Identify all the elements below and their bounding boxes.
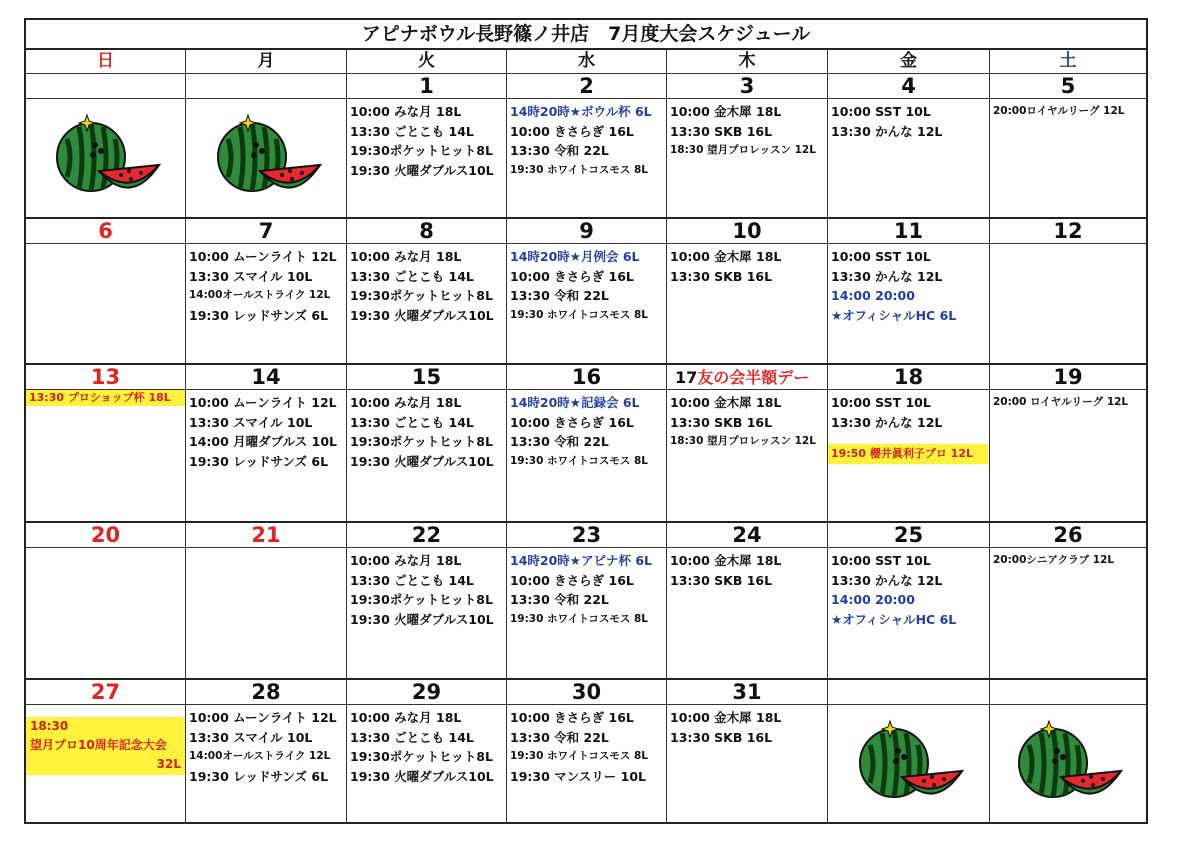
- day-number: 22: [347, 523, 507, 548]
- event-entry: 20:00 ロイヤルリーグ 12L: [993, 396, 1129, 408]
- day-number: 7: [186, 219, 347, 244]
- event-entry: 14:00 20:00: [831, 288, 915, 303]
- event-entry: 19:30 ホワイトコスモス 8L: [510, 612, 648, 625]
- event-entry: 14:00 月曜ダブルス 10L: [189, 434, 337, 449]
- calendar-title: アピナボウル長野篠ノ井店 7月度大会スケジュール: [26, 20, 1146, 50]
- day-number: 19: [990, 365, 1146, 390]
- day-cell: [828, 548, 990, 680]
- day-cell: [667, 705, 828, 824]
- day-cell: [990, 99, 1146, 219]
- event-entry: 19:30ポケットヒット8L: [350, 592, 493, 607]
- event-entry: 10:00 金木犀 18L: [670, 710, 782, 725]
- day-cell: [990, 705, 1146, 824]
- event-entry: 19:50 櫻井眞利子プロ 12L: [828, 444, 988, 464]
- day-note: 友の会半額デー: [697, 368, 810, 387]
- event-entry: ★オフィシャルHC 6L: [831, 307, 957, 323]
- event-entry: 13:30 令和 22L: [510, 592, 609, 607]
- weekday-header: 日: [26, 50, 186, 74]
- event-entry: 10:00 みな月 18L: [350, 104, 462, 119]
- special-event-line: 望月プロ10周年記念大会: [30, 738, 167, 752]
- event-entry: 13:30 かんな 12L: [831, 268, 943, 284]
- special-event-line: 18:30: [30, 719, 69, 733]
- event-entry: 13:30 ごとこも 14L: [350, 123, 474, 139]
- event-entry: 14時20時★月例会 6L: [510, 249, 640, 264]
- event-entry: 19:30 ホワイトコスモス 8L: [510, 308, 648, 321]
- event-entry: 13:30 ごとこも 14L: [350, 268, 474, 284]
- day-cell: [507, 548, 667, 680]
- day-number: 31: [667, 680, 828, 705]
- special-event: [26, 717, 185, 775]
- event-entry: 19:30 火曜ダブルス10L: [350, 768, 494, 784]
- event-entry: 13:30 令和 22L: [510, 434, 609, 449]
- event-entry: 13:30 かんな 12L: [831, 414, 943, 430]
- event-entry: 18:30 望月プロレッスン 12L: [670, 144, 816, 156]
- special-event-line: 32L: [156, 757, 181, 771]
- day-number: 16: [507, 365, 667, 390]
- event-entry: 10:00 みな月 18L: [350, 710, 462, 725]
- event-entry: 19:30ポケットヒット8L: [350, 749, 493, 764]
- day-cell: [26, 244, 186, 365]
- day-number: 2: [507, 74, 667, 99]
- event-entry: 10:00 きさらぎ 16L: [510, 572, 634, 588]
- event-entry: 19:30 ホワイトコスモス 8L: [510, 750, 648, 762]
- day-cell: [667, 99, 828, 219]
- event-entry: 19:30ポケットヒット8L: [350, 434, 493, 449]
- day-number: 18: [828, 365, 990, 390]
- day-cell: [26, 548, 186, 680]
- event-entry: 10:00 ムーンライト 12L: [189, 395, 337, 410]
- event-entry: 19:30 レッドサンズ 6L: [189, 307, 329, 323]
- weekday-header: 木: [667, 50, 828, 74]
- event-entry: 10:00 みな月 18L: [350, 395, 462, 410]
- event-entry: 10:00 みな月 18L: [350, 249, 462, 264]
- event-entry: 14時20時★アピナ杯 6L: [510, 553, 653, 568]
- event-entry: 13:30 スマイル 10L: [189, 729, 313, 745]
- day-number: 14: [186, 365, 347, 390]
- day-number: 26: [990, 523, 1146, 548]
- day-cell: [347, 390, 507, 523]
- day-cell: [347, 705, 507, 824]
- event-entry: 14:00 20:00: [831, 592, 915, 607]
- event-entry: 13:30 令和 22L: [510, 729, 609, 745]
- day-cell: [507, 99, 667, 219]
- event-entry: 10:00 金木犀 18L: [670, 249, 782, 264]
- event-entry: 13:30 SKB 16L: [670, 123, 773, 139]
- event-entry: 20:00シニアクラブ 12L: [993, 554, 1115, 566]
- weekday-header: 月: [186, 50, 347, 74]
- event-entry: 13:30 令和 22L: [510, 288, 609, 303]
- day-number: 25: [828, 523, 990, 548]
- day-number: 28: [186, 680, 347, 705]
- event-entry: 10:00 金木犀 18L: [670, 104, 782, 119]
- day-cell: [828, 390, 990, 523]
- event-entry: 13:30 SKB 16L: [670, 268, 773, 284]
- event-entry: 13:30 スマイル 10L: [189, 268, 313, 284]
- day-number: 21: [186, 523, 347, 548]
- day-number: [828, 680, 990, 705]
- day-cell: [507, 705, 667, 824]
- event-entry: 13:30 プロショップ杯 18L: [26, 390, 185, 406]
- event-entry: 13:30 ごとこも 14L: [350, 729, 474, 745]
- day-cell: [667, 548, 828, 680]
- event-entry: 10:00 金木犀 18L: [670, 395, 782, 410]
- day-number: 20: [26, 523, 186, 548]
- weekday-header: 水: [507, 50, 667, 74]
- event-entry: 13:30 令和 22L: [510, 143, 609, 158]
- watermelon-icon: [854, 713, 964, 803]
- event-entry: ★オフィシャルHC 6L: [831, 611, 957, 627]
- day-number: 13: [26, 365, 186, 390]
- day-cell: [667, 244, 828, 365]
- day-number: 3: [667, 74, 828, 99]
- day-cell: [347, 548, 507, 680]
- day-number: [186, 74, 347, 99]
- day-number: 8: [347, 219, 507, 244]
- day-cell: [828, 99, 990, 219]
- event-entry: 13:30 かんな 12L: [831, 123, 943, 139]
- day-cell: [828, 244, 990, 365]
- event-entry: 19:30 火曜ダブルス10L: [350, 453, 494, 469]
- event-entry: 18:30 望月プロレッスン 12L: [670, 435, 816, 447]
- day-cell: [990, 390, 1146, 523]
- day-number: 30: [507, 680, 667, 705]
- watermelon-icon: [1013, 713, 1123, 803]
- weekday-header: 火: [347, 50, 507, 74]
- day-number: 6: [26, 219, 186, 244]
- event-entry: 10:00 きさらぎ 16L: [510, 710, 634, 725]
- event-entry: 10:00 金木犀 18L: [670, 553, 782, 568]
- watermelon-icon: [212, 107, 322, 197]
- event-entry: 10:00 きさらぎ 16L: [510, 123, 634, 139]
- event-entry: 19:30 マンスリー 10L: [510, 768, 646, 784]
- event-entry: 10:00 SST 10L: [831, 104, 931, 119]
- day-number: 4: [828, 74, 990, 99]
- event-entry: 10:00 SST 10L: [831, 395, 931, 410]
- day-number: 23: [507, 523, 667, 548]
- day-cell: [26, 390, 186, 523]
- day-cell: [186, 548, 347, 680]
- event-entry: 14時20時★ボウル杯 6L: [510, 104, 652, 119]
- event-entry: 13:30 SKB 16L: [670, 572, 773, 588]
- day-number: 5: [990, 74, 1146, 99]
- event-entry: 13:30 かんな 12L: [831, 572, 943, 588]
- event-entry: 19:30 火曜ダブルス10L: [350, 611, 494, 627]
- event-entry: 10:00 ムーンライト 12L: [189, 710, 337, 725]
- weekday-header: 土: [990, 50, 1146, 74]
- day-cell: [507, 244, 667, 365]
- event-entry: 19:30 ホワイトコスモス 8L: [510, 454, 648, 467]
- day-number-value: 17: [675, 368, 698, 387]
- day-cell: [828, 705, 990, 824]
- event-entry: 10:00 きさらぎ 16L: [510, 414, 634, 430]
- day-number: 12: [990, 219, 1146, 244]
- day-cell: [26, 99, 186, 219]
- weekday-header: 金: [828, 50, 990, 74]
- event-entry: 19:30 火曜ダブルス10L: [350, 162, 494, 178]
- event-entry: 19:30ポケットヒット8L: [350, 143, 493, 158]
- day-cell: [347, 244, 507, 365]
- event-entry: 10:00 SST 10L: [831, 249, 931, 264]
- day-number: 24: [667, 523, 828, 548]
- day-cell: [990, 548, 1146, 680]
- event-entry: 14:00オールストライク 12L: [189, 750, 331, 762]
- event-entry: 13:30 ごとこも 14L: [350, 572, 474, 588]
- event-entry: 13:30 SKB 16L: [670, 729, 773, 745]
- event-entry: 10:00 ムーンライト 12L: [189, 249, 337, 264]
- day-cell: [186, 390, 347, 523]
- event-entry: 13:30 ごとこも 14L: [350, 414, 474, 430]
- event-entry: 14時20時★記録会 6L: [510, 395, 640, 410]
- calendar: [24, 18, 1148, 824]
- watermelon-icon: [51, 107, 161, 197]
- day-number: 15: [347, 365, 507, 390]
- event-entry: 19:30ポケットヒット8L: [350, 288, 493, 303]
- day-cell: [990, 244, 1146, 365]
- event-entry: 14:00オールストライク 12L: [189, 289, 331, 301]
- event-entry: 10:00 SST 10L: [831, 553, 931, 568]
- day-cell: [667, 390, 828, 523]
- day-cell: [26, 705, 186, 824]
- day-number: [667, 365, 828, 390]
- event-entry: 19:30 火曜ダブルス10L: [350, 307, 494, 323]
- event-entry: 10:00 きさらぎ 16L: [510, 268, 634, 284]
- day-number: [26, 74, 186, 99]
- event-entry: 13:30 SKB 16L: [670, 414, 773, 430]
- event-entry: 10:00 みな月 18L: [350, 553, 462, 568]
- day-number: 27: [26, 680, 186, 705]
- day-cell: [507, 390, 667, 523]
- event-entry: 19:30 ホワイトコスモス 8L: [510, 163, 648, 176]
- day-number: [990, 680, 1146, 705]
- event-entry: 13:30 スマイル 10L: [189, 414, 313, 430]
- day-cell: [186, 99, 347, 219]
- day-number: 1: [347, 74, 507, 99]
- day-number: 9: [507, 219, 667, 244]
- day-cell: [347, 99, 507, 219]
- event-entry: 19:30 レッドサンズ 6L: [189, 768, 329, 784]
- day-number: 10: [667, 219, 828, 244]
- day-number: 11: [828, 219, 990, 244]
- event-entry: 20:00ロイヤルリーグ 12L: [993, 105, 1125, 117]
- day-number: 29: [347, 680, 507, 705]
- event-entry: 19:30 レッドサンズ 6L: [189, 453, 329, 469]
- day-cell: [186, 244, 347, 365]
- day-cell: [186, 705, 347, 824]
